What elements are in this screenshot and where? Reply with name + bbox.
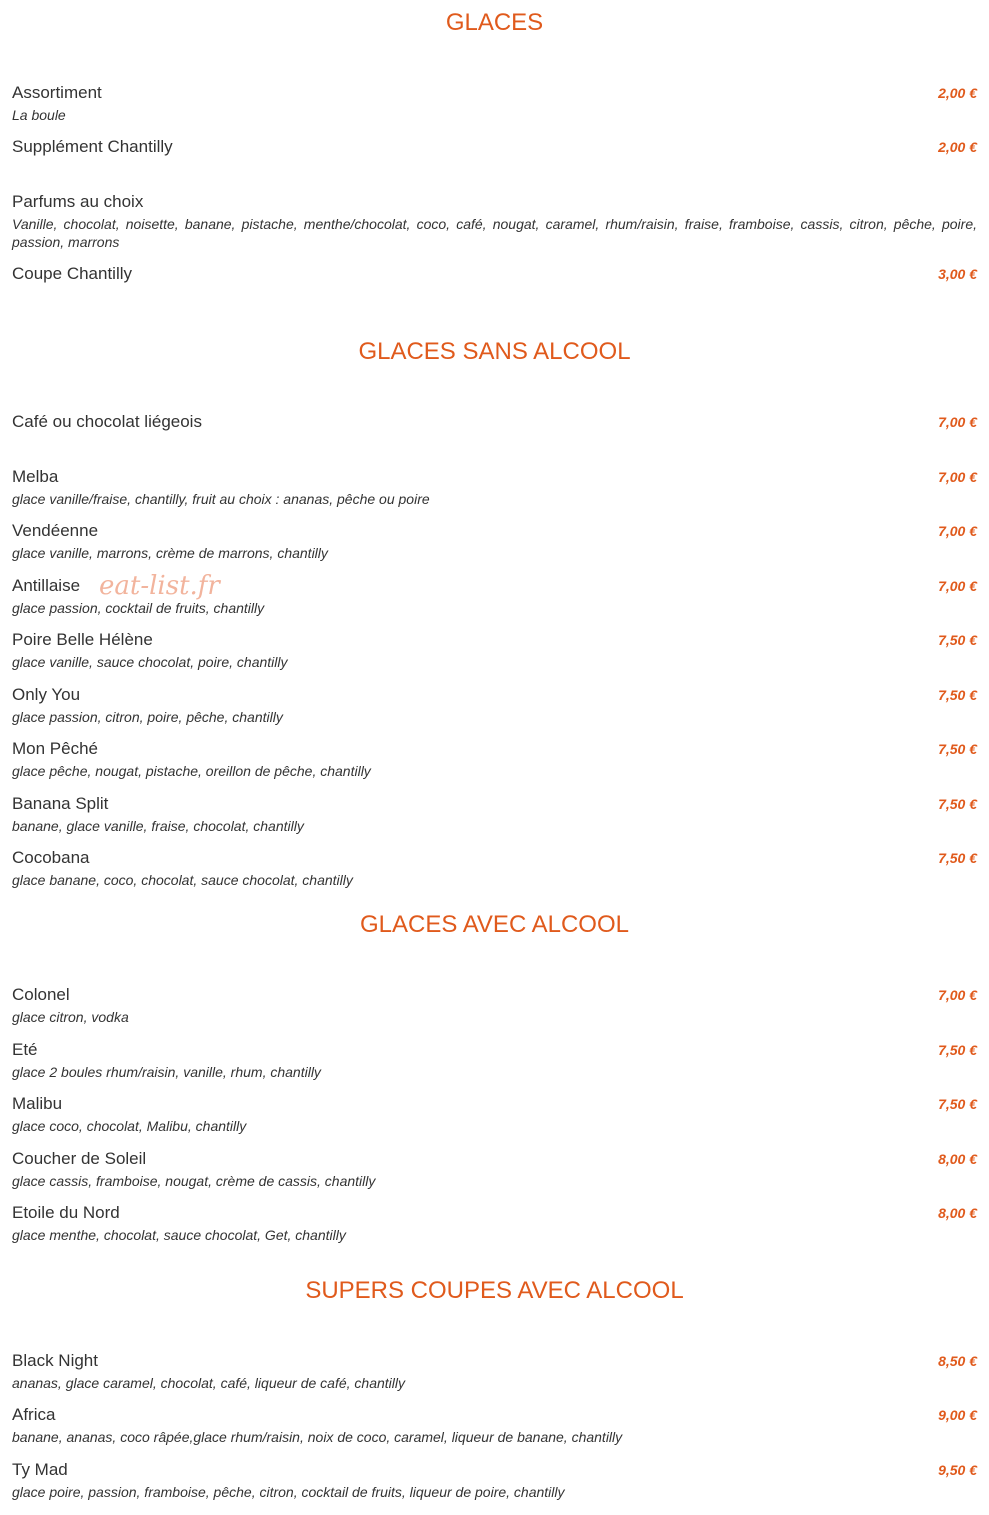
item-name: Ty Mad	[12, 1460, 68, 1479]
item-description: glace passion, cocktail de fruits, chantilly	[12, 600, 265, 616]
item-description: ananas, glace caramel, chocolat, café, liqueur de café, chantilly	[12, 1375, 406, 1391]
menu-item	[12, 137, 977, 157]
item-description: glace pêche, nougat, pistache, oreillon de pêche, chantilly	[12, 763, 371, 779]
item-description: glace vanille/fraise, chantilly, fruit au choix : ananas, pêche ou poire	[12, 491, 430, 507]
item-name: Africa	[12, 1405, 56, 1424]
item-price: 8,50 €	[938, 1353, 977, 1369]
item-price: 7,50 €	[938, 796, 977, 812]
item-description: glace vanille, sauce chocolat, poire, chantilly	[12, 654, 288, 670]
item-price: 3,00 €	[938, 266, 977, 282]
section-title-glaces-avec-alcool: GLACES AVEC ALCOOL	[359, 911, 629, 938]
item-price: 7,50 €	[938, 687, 977, 703]
item-description: glace 2 boules rhum/raisin, vanille, rhum, chantilly	[12, 1064, 321, 1080]
item-price: 2,00 €	[938, 139, 977, 155]
item-description: Vanille, chocolat, noisette, banane, pistache, menthe/chocolat, coco, café, nougat, caramel, rhum/raisin, fraise, framboise, cassis, citron, pêche, poire, passion, marrons	[12, 216, 977, 250]
item-description: glace coco, chocolat, Malibu, chantilly	[12, 1118, 247, 1134]
section-title-glaces: GLACES	[445, 9, 544, 36]
menu-item	[12, 985, 977, 1026]
item-name: Vendéenne	[12, 521, 99, 540]
item-name: Mon Pêché	[12, 739, 98, 758]
menu-item	[12, 1460, 977, 1501]
item-price: 8,00 €	[938, 1151, 977, 1167]
item-description: glace banane, coco, chocolat, sauce chocolat, chantilly	[12, 872, 353, 888]
menu-item	[12, 264, 977, 284]
item-description: glace vanille, marrons, crème de marrons, chantilly	[12, 545, 328, 561]
item-description: glace citron, vodka	[12, 1009, 129, 1025]
item-price: 9,50 €	[938, 1462, 977, 1478]
menu-item	[12, 630, 977, 671]
item-description: glace cassis, framboise, nougat, crème de cassis, chantilly	[12, 1173, 376, 1189]
menu-item	[12, 1094, 977, 1135]
menu-item	[12, 685, 977, 726]
item-description: La boule	[12, 107, 66, 123]
item-price: 7,50 €	[938, 1096, 977, 1112]
section-title-supers-coupes: SUPERS COUPES AVEC ALCOOL	[305, 1277, 684, 1304]
item-name: Etoile du Nord	[12, 1203, 120, 1222]
item-name: Banana Split	[12, 794, 109, 813]
item-name: Coucher de Soleil	[12, 1149, 147, 1168]
menu-item	[12, 192, 977, 251]
item-description: glace poire, passion, framboise, pêche, citron, cocktail de fruits, liqueur de poire, chantilly	[12, 1484, 565, 1500]
item-price: 7,00 €	[938, 469, 977, 485]
watermark-logo: eat-list.fr	[99, 571, 220, 601]
item-price: 7,50 €	[938, 741, 977, 757]
menu-item	[12, 83, 977, 124]
item-name: Melba	[12, 467, 59, 486]
item-name: Assortiment	[12, 83, 102, 102]
item-price: 7,00 €	[938, 523, 977, 539]
item-description: banane, glace vanille, fraise, chocolat, chantilly	[12, 818, 304, 834]
item-name: Colonel	[12, 985, 70, 1004]
item-price: 2,00 €	[938, 85, 977, 101]
menu-item	[12, 739, 977, 780]
item-price: 8,00 €	[938, 1205, 977, 1221]
menu-item	[12, 1203, 977, 1244]
item-name: Only You	[12, 685, 81, 704]
item-name: Black Night	[12, 1351, 98, 1370]
item-name: Antillaise	[12, 576, 81, 595]
item-name: Coupe Chantilly	[12, 264, 133, 283]
section-title-glaces-sans-alcool: GLACES SANS ALCOOL	[358, 338, 631, 365]
item-description: glace menthe, chocolat, sauce chocolat, Get, chantilly	[12, 1227, 346, 1243]
item-name: Café ou chocolat liégeois	[12, 412, 202, 431]
menu-item	[12, 848, 977, 889]
menu-item	[12, 412, 977, 432]
menu-item	[12, 794, 977, 835]
item-price: 7,50 €	[938, 632, 977, 648]
item-price: 7,00 €	[938, 414, 977, 430]
menu-item	[12, 467, 977, 508]
item-name: Poire Belle Hélène	[12, 630, 153, 649]
menu-item	[12, 521, 977, 562]
menu-item	[12, 1149, 977, 1190]
item-price: 7,50 €	[938, 1042, 977, 1058]
item-name: Eté	[12, 1040, 38, 1059]
item-price: 7,00 €	[938, 987, 977, 1003]
menu-item	[12, 1351, 977, 1392]
item-name: Parfums au choix	[12, 192, 144, 211]
item-name: Supplément Chantilly	[12, 137, 173, 156]
item-price: 9,00 €	[938, 1407, 977, 1423]
menu-item	[12, 1040, 977, 1081]
item-price: 7,00 €	[938, 578, 977, 594]
item-description: banane, ananas, coco râpée,glace rhum/raisin, noix de coco, caramel, liqueur de banane, chantilly	[12, 1429, 623, 1445]
item-price: 7,50 €	[938, 850, 977, 866]
item-description: glace passion, citron, poire, pêche, chantilly	[12, 709, 283, 725]
item-name: Malibu	[12, 1094, 63, 1113]
menu-item	[12, 1405, 977, 1446]
item-name: Cocobana	[12, 848, 90, 867]
